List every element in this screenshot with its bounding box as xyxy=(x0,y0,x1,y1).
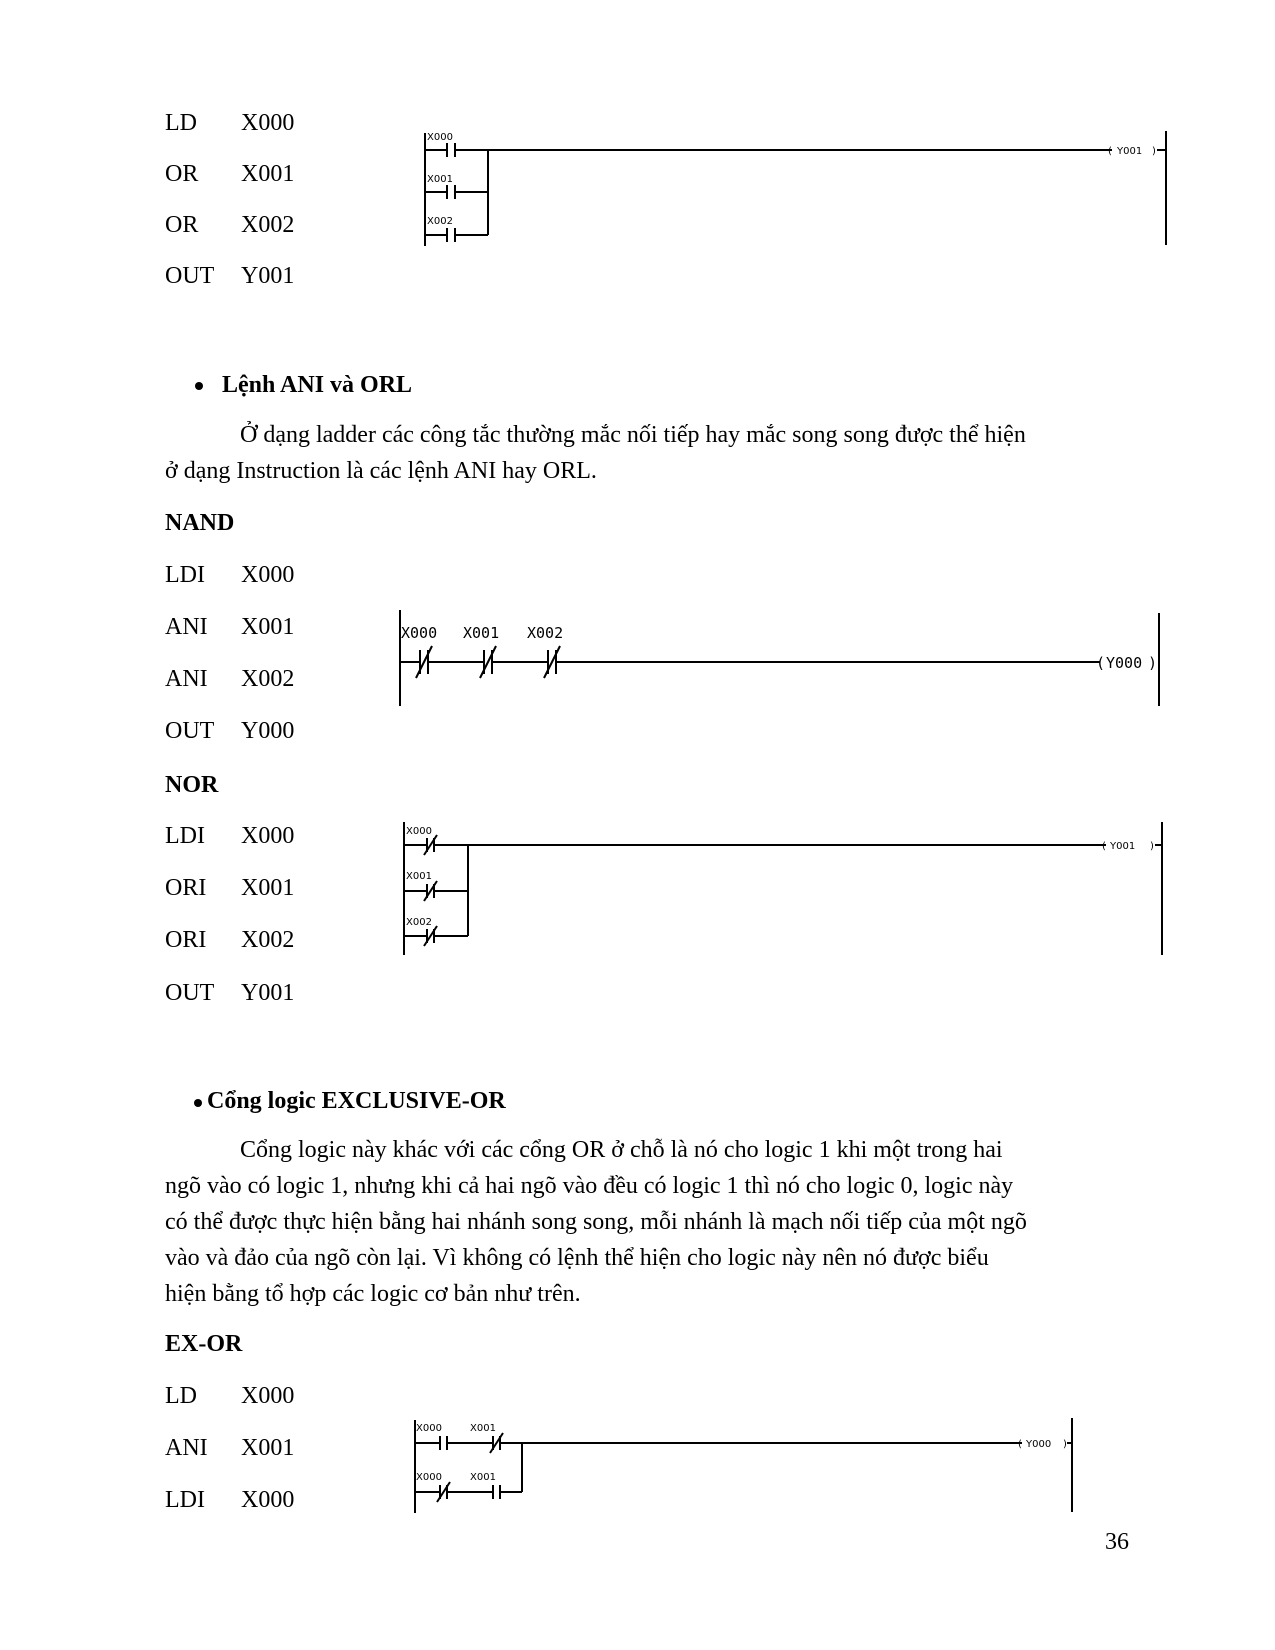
section-heading: Lệnh ANI và ORL xyxy=(222,372,413,398)
paragraph-line: ở dạng Instruction là các lệnh ANI hay ORL. xyxy=(165,458,597,484)
code-op: OUT xyxy=(165,718,215,744)
paragraph-line: Cổng logic này khác với các cổng OR ở chỗ là nó cho logic 1 khi một trong hai xyxy=(240,1137,1003,1163)
contact-label: X002 xyxy=(406,917,432,928)
code-op: ANI xyxy=(165,1435,208,1461)
output-coil-left-paren: ( xyxy=(1102,841,1106,852)
output-coil-left-paren: ( xyxy=(1096,654,1106,672)
paragraph-line: hiện bằng tổ hợp các logic cơ bản như trên. xyxy=(165,1281,581,1307)
code-op: OR xyxy=(165,161,199,187)
output-coil-right-paren: ) xyxy=(1148,654,1158,672)
code-arg: X001 xyxy=(241,875,295,901)
contact-label: X001 xyxy=(470,1423,496,1434)
code-arg: X001 xyxy=(241,161,295,187)
contact-label: X000 xyxy=(416,1472,442,1483)
section-heading: Cổng logic EXCLUSIVE-OR xyxy=(207,1088,506,1114)
code-arg: Y000 xyxy=(241,718,295,744)
nand-title: NAND xyxy=(165,510,235,536)
contact-label: X001 xyxy=(406,871,432,882)
code-arg: X000 xyxy=(241,1487,295,1513)
contact-label: X001 xyxy=(427,174,453,185)
code-op: LDI xyxy=(165,823,205,849)
code-op: OR xyxy=(165,212,199,238)
output-coil-right-paren: ) xyxy=(1063,1439,1067,1450)
code-op: LDI xyxy=(165,562,205,588)
output-coil-left-paren: ( xyxy=(1018,1439,1022,1450)
output-coil-right-paren: ) xyxy=(1152,146,1156,157)
coil-label: Y001 xyxy=(1110,841,1136,852)
code-arg: X002 xyxy=(241,212,295,238)
code-arg: X000 xyxy=(241,823,295,849)
paragraph-line: ngõ vào có logic 1, nhưng khi cả hai ngõ vào đều có logic 1 thì nó cho logic 0, logic này xyxy=(165,1173,1014,1199)
contact-label: X000 xyxy=(427,132,453,143)
contact-label: X001 xyxy=(470,1472,496,1483)
code-arg: Y001 xyxy=(241,263,295,289)
paragraph-line: Ở dạng ladder các công tắc thường mắc nối tiếp hay mắc song song được thể hiện xyxy=(240,422,1026,448)
coil-label: Y000 xyxy=(1106,654,1143,672)
code-op: OUT xyxy=(165,980,215,1006)
contact-label: X000 xyxy=(406,826,432,837)
paragraph-line: vào và đảo của ngõ còn lại. Vì không có lệnh thể hiện cho logic này nên nó được biểu xyxy=(165,1245,989,1271)
contact-label: X002 xyxy=(427,216,453,227)
contact-label: X000 xyxy=(401,624,438,642)
output-coil-right-paren: ) xyxy=(1150,841,1154,852)
coil-label: Y001 xyxy=(1117,146,1143,157)
contact-label: X000 xyxy=(416,1423,442,1434)
code-op: ANI xyxy=(165,666,208,692)
normally-open-contact xyxy=(440,1436,447,1450)
paragraph-line: có thể được thực hiện bằng hai nhánh song song, mỗi nhánh là mạch nối tiếp của một ngõ xyxy=(165,1209,1027,1235)
code-arg: X002 xyxy=(241,927,295,953)
output-coil-left-paren: ( xyxy=(1108,146,1112,157)
code-arg: Y001 xyxy=(241,980,295,1006)
code-op: ORI xyxy=(165,927,207,953)
code-arg: X000 xyxy=(241,1383,295,1409)
page-number: 36 xyxy=(1105,1529,1129,1555)
nor-title: NOR xyxy=(165,772,219,798)
code-op: LDI xyxy=(165,1487,205,1513)
code-op: ORI xyxy=(165,875,207,901)
code-arg: X000 xyxy=(241,110,295,136)
code-op: LD xyxy=(165,1383,197,1409)
code-op: OUT xyxy=(165,263,215,289)
code-arg: X001 xyxy=(241,1435,295,1461)
coil-label: Y000 xyxy=(1026,1439,1052,1450)
code-op: ANI xyxy=(165,614,208,640)
code-arg: X002 xyxy=(241,666,295,692)
code-arg: X000 xyxy=(241,562,295,588)
contact-label: X002 xyxy=(527,624,564,642)
exor-title: EX-OR xyxy=(165,1331,243,1357)
code-arg: X001 xyxy=(241,614,295,640)
contact-label: X001 xyxy=(463,624,500,642)
code-op: LD xyxy=(165,110,197,136)
normally-open-contact xyxy=(493,1485,500,1499)
